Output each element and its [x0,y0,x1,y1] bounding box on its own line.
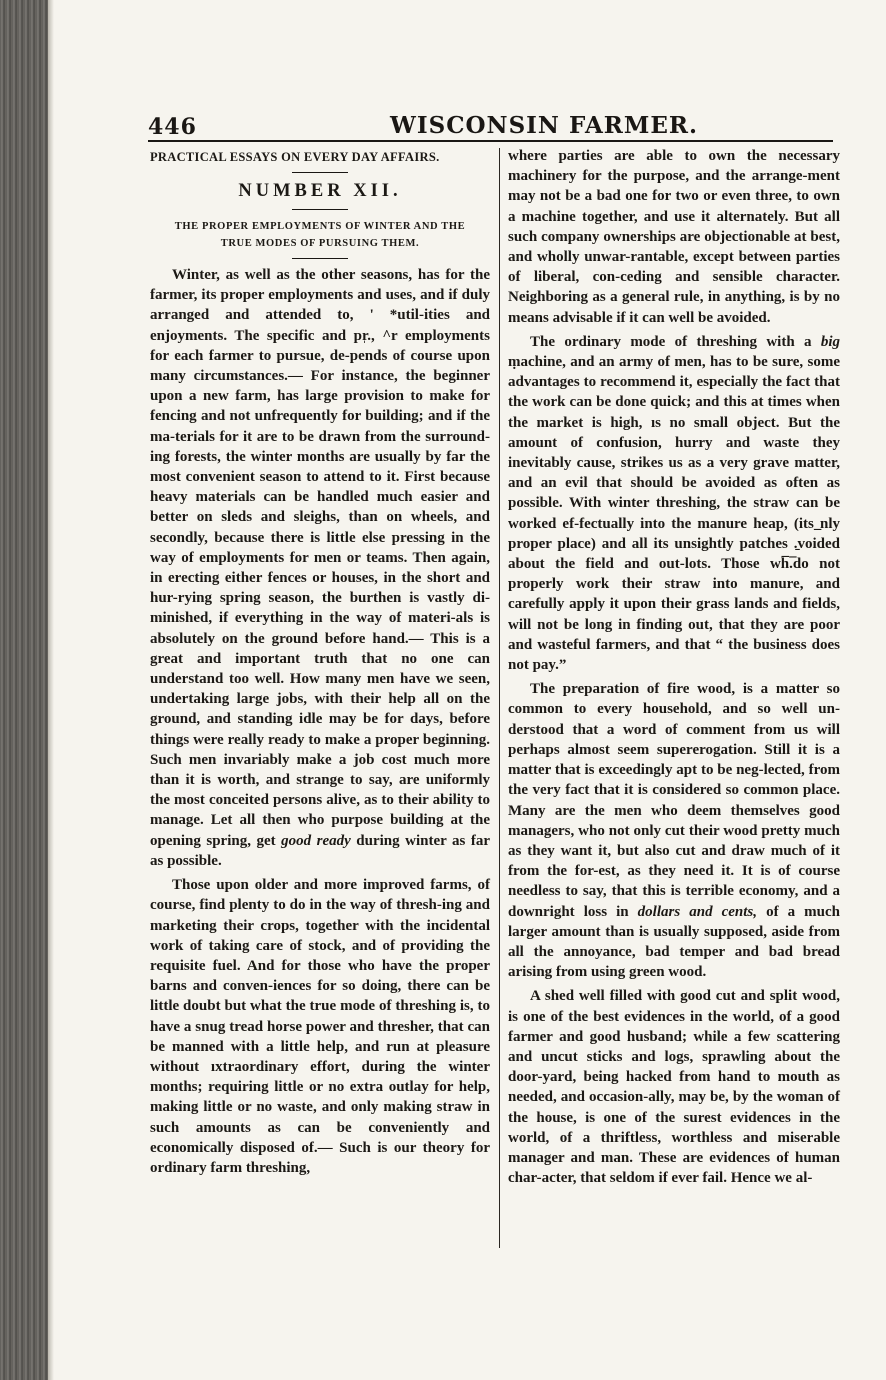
left-column [150,146,490,1178]
paragraph-text: of a much larger amount than is usually supposed, aside from all the annoyance, bad temper and bad bread arising from using green wood. [508,903,840,981]
italic-text: big [820,333,840,350]
paragraph-text: The preparation of fire wood, is a matter so common to every household, and so well un-derstood that a word of comment from us will perhaps almost seem supererogation. Still it is a matter that is exceedingly apt to be neg-lected, from the very fact that it is considered so common place. Many are the men who deem themselves good managers, who not only cut their wood pretty much as they want it, but also cut and draw much of it from the for-est, as they need it. It is of course needless to say, that this is terrible economy, and a downright loss in [508,681,840,920]
paragraph-text: The ordinary mode of threshing with a [530,333,812,350]
paragraph: Those upon older and more improved farms, of course, find plenty to do in the way of thresh-ing and marketing their crops, together with the incidental work of taking care of stock, and of providing the requisite fuel. And for those who have the proper barns and conven-iences for so doing, there can be little doubt but what the true mode of threshing is, to have a snug tread horse power and thresher, that can be manned with a little help, and run at pleasure without ıxtraordinary effort, during the winter months; requiring little or no extra outlay for help, making little or no waste, and only making straw in such amounts as can be conveniently and economically disposed of.— Such is our theory for ordinary farm threshing, [150,877,490,1176]
paragraph: A shed well filled with good cut and split wood, is one of the best evidences in the world, of a good farmer and good husband; while a few scattering and uncut sticks and logs, sprawling about the door-yard, being hacked from hand to mouth as needed, and occasion-ally, may be, by the woman of the house, is one of the surest evidences in the world, of a thriftless, worthless and miserable manager and man. These are evidences of human char-acter, that seldom if ever fail. Hence we al- [508,988,840,1187]
right-column [508,146,840,1188]
title-rule-2 [292,209,348,210]
subtitle-line-1: THE PROPER EMPLOYMENTS OF WINTER AND THE [174,221,466,232]
series-title: PRACTICAL ESSAYS ON EVERY DAY AFFAIRS. [150,150,440,164]
header-rule [148,140,833,142]
paragraph [150,265,490,871]
running-title: WISCONSIN FARMER. [390,112,699,139]
italic-text: dollars and cents, [637,903,758,920]
book-binding-edge [0,0,48,1380]
paragraph-text: Winter, as well as the other seasons, has for the farmer, its proper employments and uses, and if duly arranged and attended to, ' *util-ities and enjoyments. The specific and pr̩., ^r employments for each farmer to pursue, de-pends of course upon many circumstances.— For instance, the beginner upon a new farm, has large provision to make for fencing and not unfrequently for building; and if the ma-terials for it are to be drawn from the surround-ing forests, the winter months are usually by far the most convenient season to attend to it. First because heavy materials can be handled much easier and better on sleds and sleighs, than on wheels, and secondly, because there is little else pressing in the way of employments for men or teams. Then again, in erecting either fences or houses, in the short and hur-rying spring season, the burthen is vastly di-minished, if everything in the way of materi-als is absolutely on the ground before hand.— This is a great and important truth that no one can understand too well. How many men have we seen, undertaking large jobs, with their help all on the ground, and standing idle may be for days, before things were really ready to make a proper beginning. Such men invariably make a job cost much more than it is worth, and strange to say, are uniformly the most conceited persons alive, as to their ability to manage. Let all then who purpose building at the opening spring, get [150,267,490,849]
subtitle-line-2: TRUE MODES OF PURSUING THEM. [220,238,420,249]
paragraph: where parties are able to own the necessary machinery for the purpose, and the arrange-ment may not be a bad one for two or even three, to own a machine together, and use it alternately. But all such company ownerships are objectionable at best, and wholly unwar-rantable, except between parties of liberal, con-ceding and sensible character. Neighboring as a general rule, in anything, is by no means advisable if it can well be avoided. [508,148,840,326]
subtitle-rule [292,258,348,259]
paragraph [508,332,840,675]
column-divider [499,148,500,1248]
title-rule [292,172,348,173]
paragraph-text: during winter as far as possible. [150,832,490,869]
page-number: 446 [148,114,197,140]
essay-subtitle [150,218,490,252]
paragraph-text: ṃachine, and an army of men, has to be sure, some advantages to recommend it, especially the fact that the work can be done quick; and this at times when the market is high, ıs no small object. But the amount of confusion, hurry and waste they inevitably cause, strikes us as a very grave matter, and an evil that should be avoided as often as possible. With winter threshing, the straw can be worked ef-fectually into the manure heap, (its ̲nly proper place) and all its unsightly patches .̱voided about the field and out-lots. Those wh̅.̅do not properly work their straw into manure, and carefully apply it upon their grass lands and fields, will not be long in finding out, that they are poor and wasteful farmers, and that “ the business does not pay.” [508,354,840,674]
italic-text: good ready [281,832,351,849]
binding-shadow [48,0,54,1380]
paragraph [508,679,840,982]
essay-number: NUMBER XII. [238,181,402,201]
